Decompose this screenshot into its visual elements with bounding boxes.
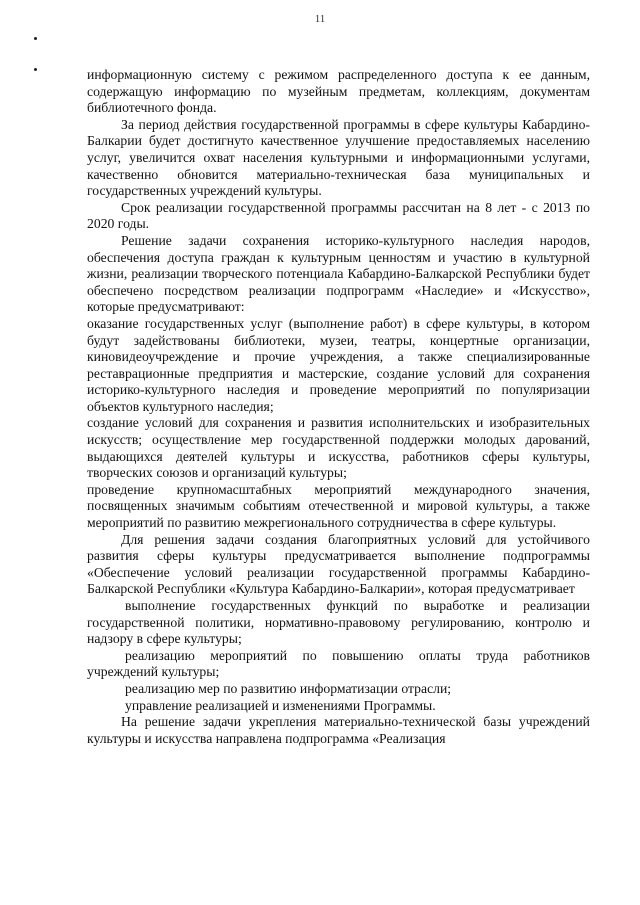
paragraph: За период действия государственной программы в сфере культуры Кабардино-Балкарии будет достигнуто качественное улучшение предоставляемых населению услуг, увеличится охват населения культурными и информационными услугами, качественно обновится материально-техническая база муниципальных и государственных учреждений культуры. [87, 116, 590, 199]
paragraph: выполнение государственных функций по выработке и реализации государственной политики, нормативно-правовому регулированию, контролю и надзору в сфере культуры; [87, 598, 590, 647]
paragraph: На решение задачи укрепления материально-технической базы учреждений культуры и искусства направлена подпрограмма «Реализация [87, 714, 590, 746]
scan-mark [34, 68, 37, 71]
scan-mark [34, 37, 37, 40]
paragraph: создание условий для сохранения и развития исполнительских и изобразительных искусств; осуществление мер государственной поддержки молодых дарований, выдающихся деятелей культуры и искусства, работников сферы культуры, творческих союзов и организаций культуры; [87, 415, 590, 481]
page-number: 11 [314, 13, 326, 25]
paragraph: Срок реализации государственной программы рассчитан на 8 лет - с 2013 по 2020 годы. [87, 199, 590, 232]
paragraph: Решение задачи сохранения историко-культурного наследия народов, обеспечения доступа граждан к культурным ценностям и участию в культурной жизни, реализации творческого потенциала Кабардино-Балкарской Республики будет обеспечено посредством реализации подпрограмм «Наследие» и «Искусство», которые предусматривают: [87, 232, 590, 315]
paragraph: оказание государственных услуг (выполнение работ) в сфере культуры, в котором будут задействованы библиотеки, музеи, театры, концертные организации, киновидеоучреждение и прочие учреждения, а также специализированные реставрационные предприятия и мастерские, создание условий для сохранения историко-культурного наследия и проведение мероприятий по популяризации объектов культурного наследия; [87, 315, 590, 414]
paragraph: проведение крупномасштабных мероприятий международного значения, посвященных значимым событиям отечественной и мировой культуры, а также мероприятий по развитию межрегионального сотрудничества в сфере культуры. [87, 481, 590, 531]
paragraph: реализацию мер по развитию информатизации отрасли; [125, 680, 452, 696]
paragraph: Для решения задачи создания благоприятных условий для устойчивого развития сферы культуры предусматривается выполнение подпрограммы «Обеспечение условий реализации государственной программы Кабардино-Балкарской Республики «Культура Кабардино-Балкарии», которая предусматривает [87, 531, 590, 597]
paragraph: управление реализацией и изменениями Программы. [125, 697, 436, 713]
paragraph: информационную систему с режимом распределенного доступа к ее данным, содержащую информацию по музейным предметам, коллекциям, документам библиотечного фонда. [87, 67, 590, 116]
paragraph: реализацию мероприятий по повышению оплаты труда работников учреждений культуры; [87, 647, 590, 680]
document-body [87, 67, 590, 747]
